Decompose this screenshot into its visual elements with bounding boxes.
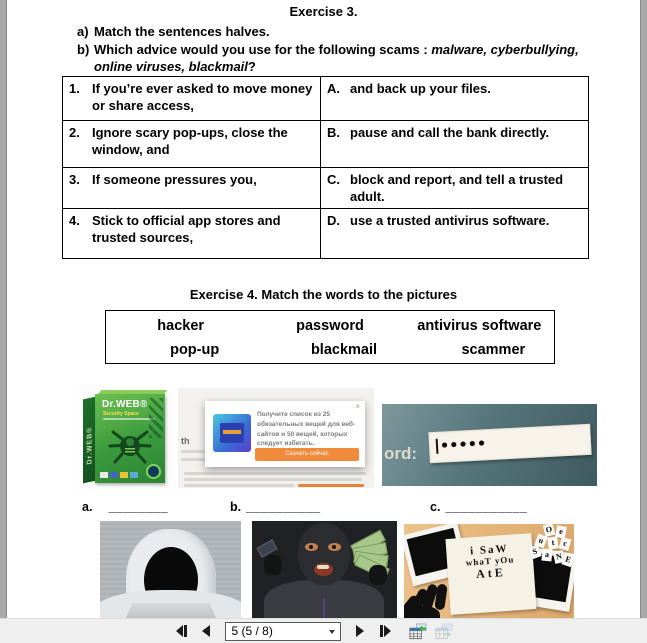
item-b-text-scams: malware, cyberbullying, online viruses, blackmail — [94, 42, 579, 74]
sentence-half-right: block and report, and tell a trusted adult. — [350, 172, 564, 204]
document-page — [7, 0, 640, 618]
password-field-image — [382, 404, 597, 486]
mouth-hole — [314, 563, 333, 576]
table-row — [63, 209, 589, 259]
hacker-photo-image — [100, 521, 241, 618]
drweb-subtitle-text: Security Space — [103, 411, 139, 417]
sentence-half-left: Ignore scary pop-ups, close the window, and — [92, 125, 288, 157]
item-a-text: Match the sentences halves. — [94, 24, 270, 39]
background-text-fragment: th — [181, 436, 190, 446]
blurred-text-line — [184, 478, 362, 481]
word-bank-row — [120, 338, 568, 362]
scammer-photo-image — [252, 521, 397, 618]
sentence-half-left: If you’re ever asked to move money or share access, — [92, 81, 313, 113]
dropdown-arrow-icon — [329, 630, 335, 634]
matching-table — [62, 76, 589, 259]
spider-logo-icon — [107, 422, 153, 468]
close-icon: × — [355, 402, 360, 411]
word-bank-item: password — [296, 318, 364, 334]
antivirus-box-image — [72, 384, 177, 490]
import-table-icon — [409, 623, 427, 640]
last-page-icon — [378, 624, 393, 638]
item-b-text-suffix: ? — [247, 59, 256, 74]
word-bank-item: blackmail — [310, 342, 378, 358]
row-letter: C. — [327, 172, 340, 187]
sentence-half-right: and back up your files. — [350, 81, 491, 96]
note-line: whaT yOu — [465, 554, 515, 568]
row-number: 2. — [69, 125, 80, 140]
eye-hole — [305, 543, 318, 551]
navigation-toolbar — [0, 618, 647, 643]
row-number: 3. — [69, 172, 80, 187]
zipper — [323, 598, 325, 618]
toolbar-controls — [173, 622, 453, 641]
black-glove — [404, 584, 456, 618]
blank-letter: b. — [230, 500, 242, 514]
left-window-edge — [0, 0, 7, 618]
blank-line: ________ — [108, 500, 169, 514]
next-page-icon — [354, 624, 366, 638]
popup-dialog — [205, 401, 365, 467]
exercise3-item-b — [77, 41, 599, 75]
sentence-half-right: use a trusted antivirus software. — [350, 213, 550, 228]
popup-badge-image — [213, 414, 251, 452]
blank-letter: a. — [82, 500, 93, 514]
row-number: 1. — [69, 81, 80, 96]
gloved-hand — [369, 565, 387, 585]
item-b-label: b) — [77, 42, 90, 57]
page-selector-combobox[interactable] — [225, 622, 341, 641]
word-bank-item: scammer — [461, 342, 526, 358]
exercise3-item-a — [77, 23, 599, 40]
sentence-half-right: pause and call the bank directly. — [350, 125, 550, 140]
scattered-cutout-letters: O e u t c S a N E — [530, 524, 572, 568]
text-cursor — [436, 439, 439, 454]
table-row — [63, 121, 589, 168]
answer-blank-c — [430, 500, 527, 514]
decorative-line — [103, 418, 155, 420]
blurred-link-line — [298, 484, 364, 487]
row-number: 4. — [69, 213, 80, 228]
sentence-half-left: If someone pressures you, — [92, 172, 257, 187]
password-dots: ●●●●● — [440, 435, 488, 452]
license-badge — [146, 464, 161, 479]
right-window-edge — [640, 0, 647, 618]
blurred-text-line — [184, 484, 294, 487]
popup-message-text: Получите список из 25 обязательных вещей для веб-сайтов и 50 вещей, которых следует избегать. — [257, 411, 356, 448]
eye-hole — [328, 543, 341, 551]
row-letter: A. — [327, 81, 340, 96]
previous-page-icon — [200, 624, 212, 638]
word-bank-item: hacker — [157, 318, 205, 334]
ransom-note — [445, 533, 536, 615]
blackmail-photo-image — [404, 524, 574, 618]
previous-page-button[interactable] — [197, 622, 215, 640]
feature-icons-strip — [100, 472, 138, 478]
item-b-text — [94, 41, 599, 75]
password-input-box — [428, 424, 591, 463]
dark-jacket — [264, 580, 384, 618]
last-page-button[interactable] — [377, 622, 395, 640]
word-bank-item: antivirus software — [417, 318, 542, 334]
answer-blank-b — [230, 500, 321, 514]
blurred-text-line — [184, 472, 366, 475]
blank-line: __________ — [246, 500, 321, 514]
first-page-icon — [174, 624, 189, 638]
item-a-label: a) — [77, 24, 89, 39]
import-table-button[interactable] — [409, 622, 427, 640]
note-line: i SaW — [469, 542, 509, 558]
word-bank-row — [106, 314, 554, 338]
laptop — [126, 603, 216, 618]
export-table-icon — [435, 623, 453, 640]
word-bank-box — [105, 310, 555, 364]
item-b-text-main: Which advice would you use for the following scams : — [94, 42, 432, 57]
row-letter: D. — [327, 213, 340, 228]
note-line: AtE — [475, 564, 507, 582]
sentence-half-left: Stick to official app stores and trusted sources, — [92, 213, 281, 245]
table-row — [63, 77, 589, 121]
row-letter: B. — [327, 125, 340, 140]
table-row — [63, 168, 589, 209]
download-now-button: Скачать сейчас — [255, 448, 359, 461]
password-label-fragment: ord: — [384, 444, 418, 463]
blank-letter: c. — [430, 500, 441, 514]
box-side-brand-text: Dr.WEB® — [86, 425, 94, 466]
next-page-button[interactable] — [351, 622, 369, 640]
answer-blank-a — [82, 500, 168, 514]
popup-screenshot-image — [178, 388, 374, 488]
gloved-hand — [264, 555, 282, 575]
exercise3-title: Exercise 3. — [289, 4, 358, 19]
drweb-brand-text: Dr.WEB® — [102, 399, 148, 410]
word-bank-item: pop-up — [170, 342, 220, 358]
box-front-face — [95, 394, 165, 483]
exercise4-title: Exercise 4. Match the words to the pictures — [189, 287, 458, 302]
page-selector-value: 5 (5 / 8) — [231, 624, 273, 638]
blank-line: ___________ — [445, 500, 528, 514]
export-table-button — [435, 622, 453, 640]
first-page-button[interactable] — [173, 622, 191, 640]
